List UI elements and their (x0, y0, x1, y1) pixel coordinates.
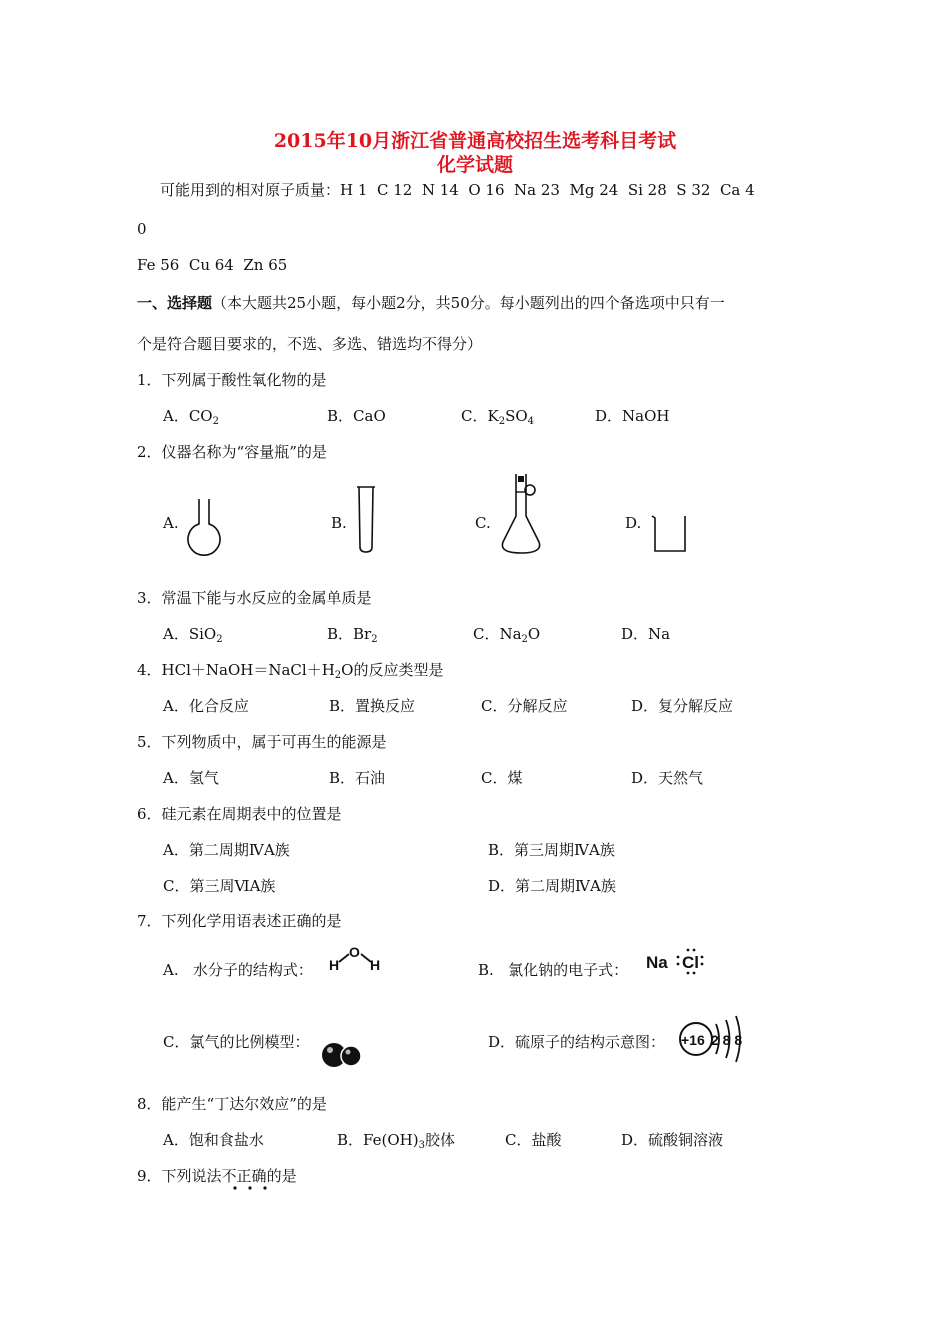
q4-stem: 4．$HCl+NaOH=NaCl+H_2O$的反应类型是 (137, 661, 444, 681)
round-bottom-flask-icon (186, 498, 222, 554)
atomic-masses-line (160, 179, 755, 200)
q3-option-a: A．SiO$_2$ (163, 625, 223, 645)
q7-stem: 7．下列化学用语表述正确的是 (137, 912, 342, 930)
q7-option-d: D．硫原子的结构示意图： (488, 1033, 666, 1051)
sulfur-atom-structure-icon (676, 1016, 746, 1070)
q2-option-c: C. (475, 514, 491, 532)
q4-option-b: B．置换反应 (329, 697, 416, 715)
q8-stem: 8．能产生“丁达尔效应”的是 (137, 1095, 327, 1113)
q5-stem: 5．下列物质中，属于可再生的能源是 (137, 733, 387, 751)
atomic-masses-label: 可能用到的相对原子质量： (160, 181, 341, 199)
q7-option-b: B. 氯化钠的电子式： (478, 961, 629, 979)
electron-shells-label: 2 8 8 (711, 1032, 743, 1048)
q4-option-a: A．化合反应 (163, 697, 249, 715)
q6-option-d: D．第二周期ⅣA族 (488, 877, 616, 895)
water-h2-label: H (370, 957, 381, 973)
atomic-masses-values: H 1 C 12 N 14 O 16 Na 23 Mg 24 Si 28 S 32 Ca 4 (340, 181, 755, 199)
q1-option-d: D．NaOH (595, 407, 670, 425)
q4-option-c: C．分解反应 (481, 697, 568, 715)
q6-stem: 6．硅元素在周期表中的位置是 (137, 805, 342, 823)
q6-option-a: A．第二周期ⅣA族 (163, 841, 290, 859)
beaker-icon (651, 514, 689, 554)
q9-stem: 9．下列说法不正确的是 (137, 1167, 297, 1185)
q1-option-c: C．$K_2SO_4$ (461, 407, 535, 427)
q1-option-b: B．CaO (327, 407, 386, 425)
q2-stem: 2．仪器名称为“容量瓶”的是 (137, 443, 327, 461)
q7-option-a: A. 水分子的结构式： (163, 961, 313, 979)
section-heading (137, 292, 725, 313)
q1-stem: 1．下列属于酸性氧化物的是 (137, 371, 327, 389)
nacl-cl-label: Cl (682, 953, 699, 972)
q3-option-b: B．$Br_2$ (327, 625, 378, 645)
q1-option-a: A．$CO_2$ (163, 407, 219, 427)
water-o-label: O (349, 944, 360, 960)
q5-option-c: C．煤 (481, 769, 523, 787)
emphasis-text: 不正确 (221, 1167, 267, 1185)
water-h1-label: H (329, 957, 340, 973)
q2-option-d: D. (625, 514, 642, 532)
q7-option-c: C．氯气的比例模型： (163, 1033, 310, 1051)
q8-option-a: A．饱和食盐水 (163, 1131, 264, 1149)
q2-option-a: A. (163, 514, 179, 532)
q3-option-c: C．$Na_2O$ (473, 625, 541, 645)
exam-subtitle: 化学试题 (436, 154, 513, 176)
section-title: 一、选择题 (137, 294, 213, 312)
test-tube-icon (357, 485, 377, 555)
emphasis-dots (227, 1184, 277, 1192)
q5-option-a: A．氢气 (163, 769, 219, 787)
volumetric-flask-icon (499, 472, 545, 558)
q4-option-d: D．复分解反应 (631, 697, 734, 715)
q8-option-c: C．盐酸 (505, 1131, 562, 1149)
chlorine-space-filling-icon (321, 1040, 363, 1070)
q6-option-b: B．第三周期ⅣA族 (488, 841, 615, 859)
q6-option-c: C．第三周ⅥA族 (163, 877, 276, 895)
atomic-masses-line2: Fe 56 Cu 64 Zn 65 (137, 256, 288, 274)
q3-option-d: D．Na (621, 625, 671, 643)
nucleus-charge-label: +16 (681, 1032, 705, 1048)
q2-option-b: B. (331, 514, 347, 532)
nacl-na-label: Na (646, 953, 668, 972)
q8-option-b: B．$Fe(OH)_3$胶体 (337, 1131, 455, 1151)
atomic-masses-wrap: 0 (137, 220, 147, 238)
nacl-electron-dot-icon (646, 944, 710, 976)
q5-option-d: D．天然气 (631, 769, 704, 787)
q3-stem: 3．常温下能与水反应的金属单质是 (137, 589, 372, 607)
section-desc-1: （本大题共25小题，每小题2分，共50分。每小题列出的四个备选项中只有一 (212, 294, 725, 312)
q8-option-d: D．硫酸铜溶液 (621, 1131, 724, 1149)
water-structure-icon (327, 944, 387, 976)
exam-title: 2015年10月浙江省普通高校招生选考科目考试 (273, 130, 677, 152)
section-desc-2: 个是符合题目要求的，不选、多选、错选均不得分） (137, 335, 483, 353)
q5-option-b: B．石油 (329, 769, 386, 787)
